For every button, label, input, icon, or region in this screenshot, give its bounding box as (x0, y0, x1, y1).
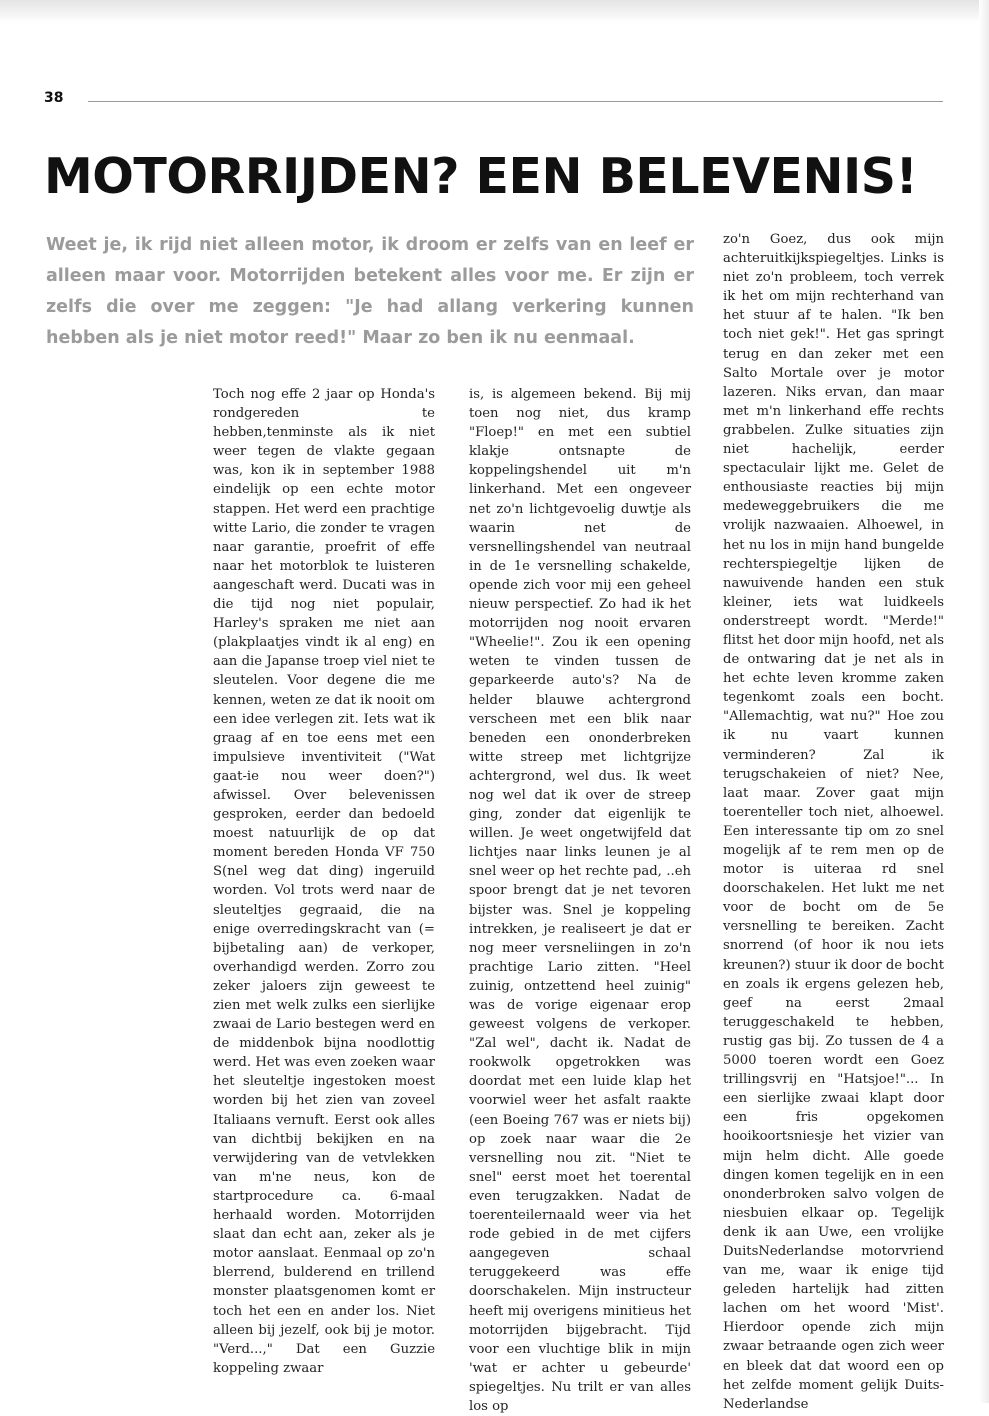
page-number: 38 (44, 90, 64, 106)
article-column-1: Toch nog effe 2 jaar op Honda's rondgereden te hebben,tenminste als ik niet weer tegen de vlakte gegaan was, kon ik in september 1988 eindelijk op een echte motor stappen. Het werd een prachtige witte Lario, die zonder te vragen naar garantie, proefrit of effe naar het motorblok te luisteren aangeschaft werd. Ducati was in die tijd nog niet populair, Harley's spraken me niet aan (plakplaatjes vindt ik al eng) en aan die Japanse troep viel niet te sleutelen. Voor degene die me kennen, weten ze dat ik nooit om een idee verlegen zit. Iets wat ik graag af en toe eens met een impulsieve inventiviteit ("Wat gaat-ie nou weer doen?") afwissel. Over belevenissen gesproken, eerder dan bedoeld moest natuurlijk de op dat moment bereden Honda VF 750 S(nel weg dat ding) ingeruild worden. Vol trots werd naar de sleuteltjes gegraaid, die na enige overredingskracht van (= bijbetaling aan) de verkoper, overhandigd werden. Zorro zou zeker jaloers zijn geweest te zien met welk zulks een sierlijke zwaai de Lario bestegen werd en de middenbok bijna noodlottig werd. Het was even zoeken waar het sleuteltje ingestoken moest worden bij het zien van zoveel Italiaans vernuft. Eerst ook alles van dichtbij bekijken en na verwijdering van de vetvlekken van m'ne neus, kon de startprocedure ca. 6-maal herhaald worden. Motorrijden slaat dan echt aan, zeker als je motor aanslaat. Eenmaal op zo'n blerrend, bulderend en trillend monster plaatsgenomen komt er toch het een en ander los. Niet alleen bij jezelf, ook bij je motor. "Verd...," Dat een Guzzie koppeling zwaar (213, 387, 436, 1376)
scan-edge (979, 0, 989, 1403)
scan-shadow (0, 0, 989, 22)
article-title: MOTORRIJDEN? EEN BELEVENIS! (44, 148, 918, 205)
article-column-2: is, is algemeen bekend. Bij mij toen nog niet, dus kramp "Floep!" en met een subtiel klakje ontsnapte de koppelingshendel uit m'n linkerhand. Met een ongeveer net zo'n lichtgevoelig duwtje als waarin net de versnellingshendel van neutraal in de 1e versnelling schakelde, opende zich voor mij een geheel nieuw perspectief. Zo had ik het motorrijden nog nooit ervaren "Wheelie!". Zou ik een opening weten te vinden tussen de geparkeerde auto's? Na de helder blauwe achtergrond verscheen met een blik naar beneden een ononderbreken witte streep met lichtgrijze achtergrond, wel dus. Ik weet nog wel dat ik over de streep ging, zonder dat eigenlijk te willen. Je weet ongetwijfeld dat lichtjes naar links leunen je al snel weer op het rechte pad, ..eh spoor brengt dat je net tevoren bijster was. Snel je koppeling intrekken, je realiseert je dat er nog meer versneliingen in zo'n prachtige Lario zitten. "Heel zuinig, ontzettend heel zuinig" was de vorige eigenaar erop geweest volgens de verkoper. "Zal wel", dacht ik. Nadat de rookwolk opgetrokken was doordat met een luide klap het voorwiel weer het asfalt raakte (een Boeing 767 was er niets bij) op zoek naar waar die 2e versnelling nou zit. "Niet te snel" eerst moet het toerental even terugzakken. Nadat de toerenteilernaald weer via het rode gebied in de met cijfers aangegeven schaal teruggekeerd was effe doorschakelen. Mijn instructeur heeft mij overigens minitieus het motorrijden bijgebracht. Tijd voor een vluchtige blik in mijn 'wat er achter u gebeurde' spiegeltjes. Nu trilt er van alles los op (469, 387, 691, 1414)
article-intro: Weet je, ik rijd niet alleen motor, ik droom er zelfs van en leef er alleen maar voor. Motorrijden betekent alles voor me. Er zijn er zelfs die over me zeggen: "Je had allang verkering kunnen hebben als je niet motor reed!" Maar zo ben ik nu eenmaal. (46, 235, 694, 348)
header-rule (88, 101, 943, 102)
article-column-3: zo'n Goez, dus ook mijn achteruitkijkspiegeltjes. Links is niet zo'n probleem, toch verrek ik het om mijn rechterhand van het stuur af te halen. "Ik ben toch niet gek!". Het gas springt terug en dan zeker met een Salto Mortale over je motor lazeren. Niks ervan, dan maar met m'n linkerhand effe rechts grabbelen. Zulke situaties zijn niet hachelijk, eerder spectaculair lijkt me. Gelet de enthousiaste reacties bij mijn medeweggebruikers die me vrolijk nazwaaien. Alhoewel, in het nu los in mijn hand bungelde rechterspiegeltje lijken de nawuivende handen een stuk kleiner, iets wat luidkeels onderstreept wordt. "Merde!" flitst het door mijn hoofd, net als de ontwaring dat je net als in het echte leven kromme zaken tegenkomt zoals een bocht. "Allemachtig, wat nu?" Hoe zou ik nu vaart kunnen verminderen? Zal ik terugschakeien of niet? Nee, laat maar. Zover gaat mijn toerenteller toch niet, alhoewel. Een interessante tip om zo snel mogelijk af te rem men op de motor is uiteraa rd snel doorschakelen. Het lukt me net voor de bocht om de 5e versnelling te bereiken. Zacht snorrend (of hoor ik nou iets kreunen?) stuur ik door de bocht en zoals ik ergens gelezen heb, geef na eerst 2maal teruggeschakeld te hebben, rustig gas bij. Zo tussen de 4 a 5000 toeren wordt een Goez trillingsvrij en "Hatsjoe!"... In een sierlijke zwaai klapt door een fris opgekomen hooikoortsniesje het vizier van mijn helm dicht. Alle goede dingen komen tegelijk en in een ononderbroken salvo volgen de niesbuien elkaar op. Tegelijk denk ik aan Uwe, een vrolijke DuitsNederlandse motorvriend van me, waar ik enige tijd geleden hartelijk had zitten lachen om het woord 'Mist'. Hierdoor opende zich mijn zwaar betraande ogen zich weer en bleek dat dat woord een op het zelfde moment gelijk Duits-Nederlandse (723, 232, 944, 1412)
